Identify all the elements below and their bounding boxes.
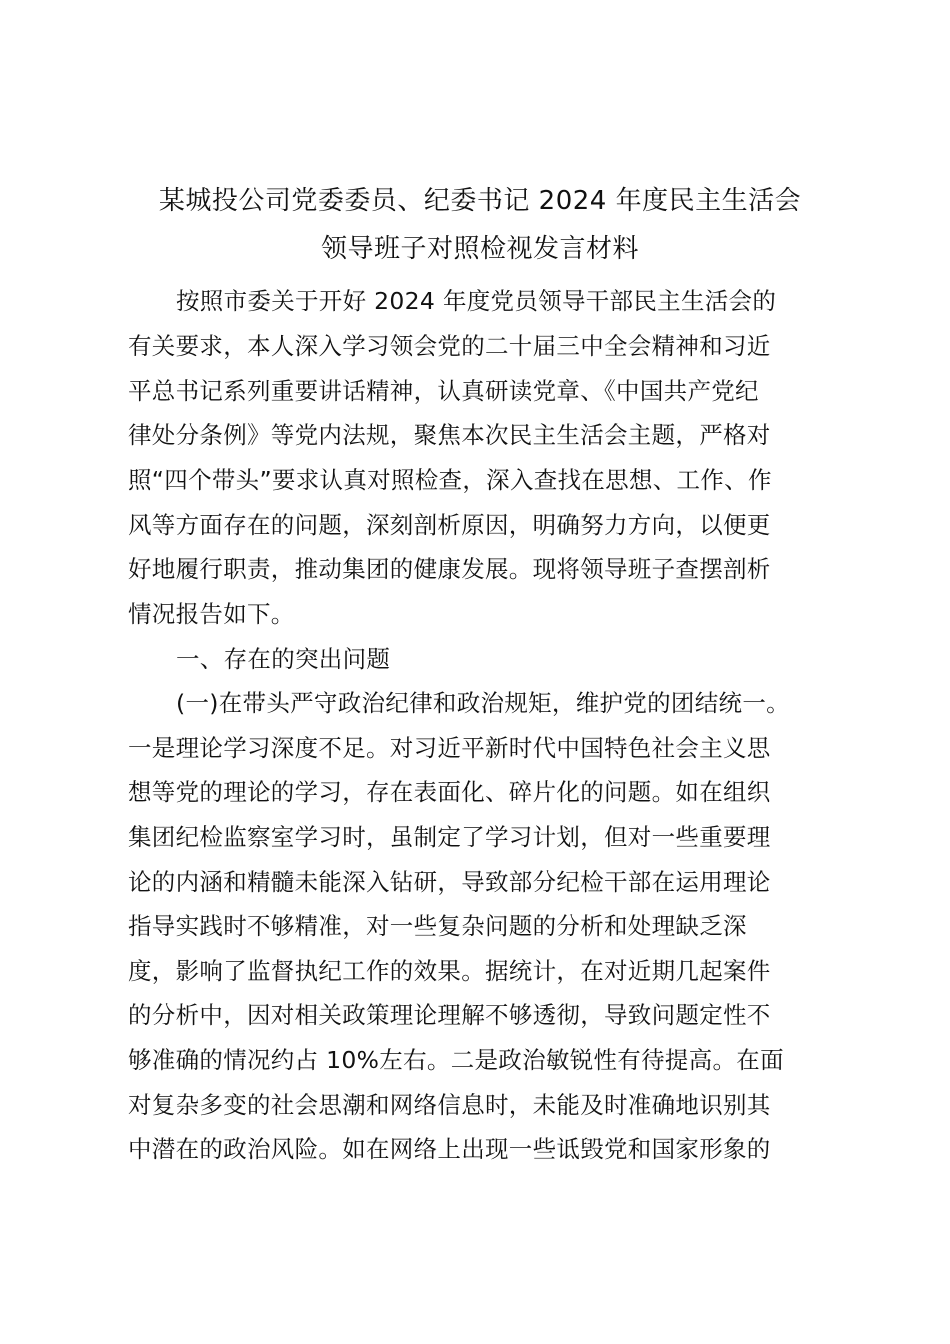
body-line: 集团纪检监察室学习时，虽制定了学习计划，但对一些重要理	[128, 823, 771, 851]
body-line: (一)在带头严守政治纪律和政治规矩，维护党的团结统一。	[176, 689, 790, 717]
body-line: 对复杂多变的社会思潮和网络信息时，未能及时准确地识别其	[128, 1091, 771, 1119]
document-title-line-1: 某城投公司党委委员、纪委书记 2024 年度民主生活会	[158, 186, 802, 216]
body-line: 中潜在的政治风险。如在网络上出现一些诋毁党和国家形象的	[128, 1135, 771, 1163]
intro-line: 按照市委关于开好 2024 年度党员领导干部民主生活会的	[176, 287, 777, 315]
intro-line: 平总书记系列重要讲话精神，认真研读党章、《中国共产党纪	[128, 377, 759, 405]
section-heading: 一、存在的突出问题	[176, 645, 391, 673]
body-line: 想等党的理论的学习，存在表面化、碎片化的问题。如在组织	[128, 778, 771, 806]
body-line: 度，影响了监督执纪工作的效果。据统计，在对近期几起案件	[128, 957, 771, 985]
body-line: 指导实践时不够精准，对一些复杂问题的分析和处理缺乏深	[128, 912, 747, 940]
intro-line: 照“四个带头”要求认真对照检查，深入查找在思想、工作、作	[128, 466, 772, 494]
intro-line: 情况报告如下。	[128, 600, 295, 628]
intro-line: 好地履行职责，推动集团的健康发展。现将领导班子查摆剖析	[128, 555, 771, 583]
intro-line: 律处分条例》等党内法规，聚焦本次民主生活会主题，严格对	[128, 421, 771, 449]
body-line: 一是理论学习深度不足。对习近平新时代中国特色社会主义思	[128, 734, 771, 762]
intro-line: 风等方面存在的问题，深刻剖析原因，明确努力方向，以便更	[128, 511, 771, 539]
intro-line: 有关要求，本人深入学习领会党的二十届三中全会精神和习近	[128, 332, 771, 360]
document-title-line-2: 领导班子对照检视发言材料	[320, 234, 639, 264]
body-line: 的分析中，因对相关政策理论理解不够透彻，导致问题定性不	[128, 1001, 771, 1029]
body-line: 论的内涵和精髓未能深入钻研，导致部分纪检干部在运用理论	[128, 868, 771, 896]
body-line: 够准确的情况约占 10%左右。二是政治敏锐性有待提高。在面	[128, 1046, 784, 1074]
